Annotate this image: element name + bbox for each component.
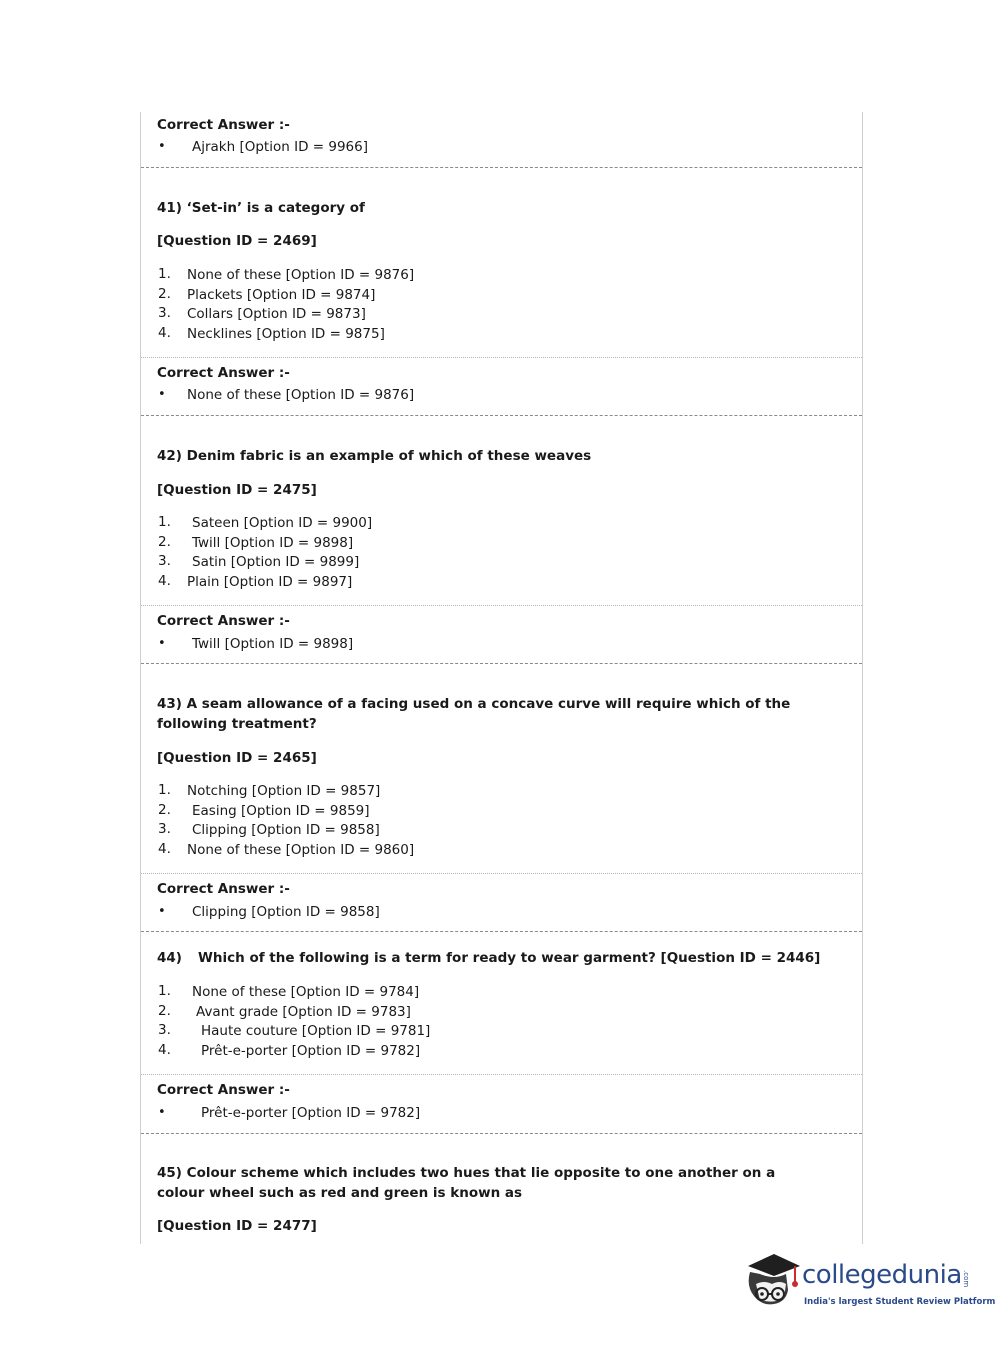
separator	[141, 873, 862, 874]
separator	[141, 357, 862, 358]
option-text: Necklines [Option ID = 9875]	[187, 326, 385, 342]
option-text: None of these [Option ID = 9876]	[187, 267, 415, 283]
question-text: Which of the following is a term for ready to wear garment? [Question ID = 2446]	[198, 950, 821, 966]
option-number: 4.	[158, 841, 171, 857]
option-number: 2.	[158, 1003, 171, 1019]
option-number: 3.	[158, 1022, 171, 1038]
option-number: 4.	[158, 1042, 171, 1058]
question-id: [Question ID = 2475]	[157, 482, 317, 498]
separator	[141, 415, 862, 416]
answer-label: Correct Answer :-	[157, 881, 290, 897]
option-number: 4.	[158, 573, 171, 589]
question-id: [Question ID = 2469]	[157, 233, 317, 249]
question-text: 43) A seam allowance of a facing used on a concave curve will require which of the following treatment?	[157, 696, 791, 732]
brand-name: collegedunia	[802, 1260, 962, 1290]
question-text: 42) Denim fabric is an example of which of these weaves	[157, 448, 592, 464]
answer-label: Correct Answer :-	[157, 613, 290, 629]
option-text: Prêt-e-porter [Option ID = 9782]	[201, 1043, 421, 1059]
bullet: •	[158, 636, 166, 651]
bullet: •	[158, 387, 166, 402]
option-number: 3.	[158, 821, 171, 837]
answer-text: Prêt-e-porter [Option ID = 9782]	[201, 1105, 421, 1121]
option-number: 3.	[158, 553, 171, 569]
option-text: Sateen [Option ID = 9900]	[192, 515, 373, 531]
separator	[141, 605, 862, 606]
option-text: None of these [Option ID = 9860]	[187, 842, 415, 858]
option-text: Satin [Option ID = 9899]	[192, 554, 360, 570]
option-number: 4.	[158, 325, 171, 341]
option-text: Twill [Option ID = 9898]	[192, 535, 354, 551]
option-text: Notching [Option ID = 9857]	[187, 783, 381, 799]
option-number: 2.	[158, 534, 171, 550]
option-text: Clipping [Option ID = 9858]	[192, 822, 380, 838]
option-text: Collars [Option ID = 9873]	[187, 306, 366, 322]
option-number: 2.	[158, 802, 171, 818]
option-text: Plackets [Option ID = 9874]	[187, 287, 376, 303]
option-number: 1.	[158, 782, 171, 798]
option-number: 2.	[158, 286, 171, 302]
question-paper	[140, 112, 863, 1244]
answer-text: None of these [Option ID = 9876]	[187, 387, 415, 403]
collegedunia-logo[interactable]	[740, 1248, 996, 1324]
separator	[141, 1074, 862, 1075]
answer-label: Correct Answer :-	[157, 1082, 290, 1098]
option-number: 1.	[158, 514, 171, 530]
answer-text: Ajrakh [Option ID = 9966]	[192, 139, 368, 155]
option-text: Easing [Option ID = 9859]	[192, 803, 370, 819]
answer-label: Correct Answer :-	[157, 365, 290, 381]
graduate-mascot-icon	[740, 1250, 802, 1316]
option-number: 1.	[158, 983, 171, 999]
bullet: •	[158, 1105, 166, 1120]
question-id: [Question ID = 2465]	[157, 750, 317, 766]
question-number: 44)	[157, 950, 182, 966]
brand-suffix: .com	[962, 1270, 970, 1288]
answer-text: Twill [Option ID = 9898]	[192, 636, 354, 652]
question-text: 45) Colour scheme which includes two hues that lie opposite to one another on a colour wheel such as red and green is known as	[157, 1165, 776, 1201]
answer-text: Clipping [Option ID = 9858]	[192, 904, 380, 920]
brand-tagline: India's largest Student Review Platform	[804, 1297, 996, 1307]
option-text: Plain [Option ID = 9897]	[187, 574, 353, 590]
separator	[141, 1133, 862, 1134]
question-text: 41) ‘Set-in’ is a category of	[157, 200, 365, 216]
option-text: Haute couture [Option ID = 9781]	[201, 1023, 431, 1039]
separator	[141, 167, 862, 168]
option-text: Avant grade [Option ID = 9783]	[196, 1004, 411, 1020]
bullet: •	[158, 139, 166, 154]
bullet: •	[158, 904, 166, 919]
separator	[141, 931, 862, 932]
separator	[141, 663, 862, 664]
question-id: [Question ID = 2477]	[157, 1218, 317, 1234]
option-text: None of these [Option ID = 9784]	[192, 984, 420, 1000]
option-number: 1.	[158, 266, 171, 282]
option-number: 3.	[158, 305, 171, 321]
answer-label: Correct Answer :-	[157, 117, 290, 133]
